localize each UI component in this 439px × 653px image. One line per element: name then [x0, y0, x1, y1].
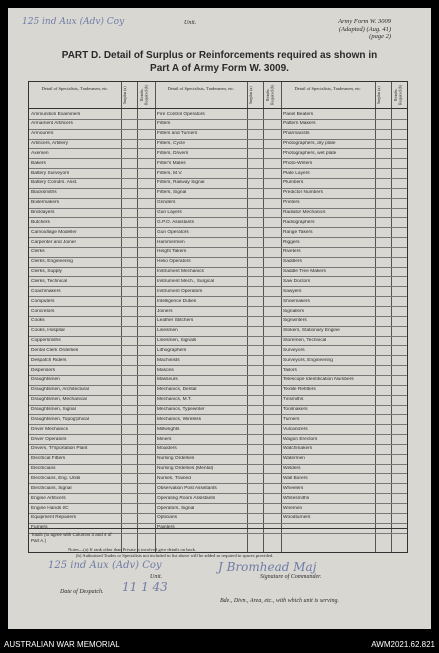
table-cell: Moulders [157, 446, 177, 452]
table-cell: Operating Room Assistants [157, 495, 216, 501]
table-cell: Saddlers [283, 259, 302, 265]
table-cell: Furriers [31, 525, 48, 531]
table-cell: Tailors [283, 367, 297, 373]
table-cell: Millwrights [157, 426, 180, 432]
table-cell: Surveyors, Engineering [283, 357, 333, 363]
table-cell: Photographers, wet plate [283, 150, 337, 156]
column-header-surplus: Surplus (a) [248, 86, 253, 104]
table-cell: Woodturners [283, 515, 311, 521]
table-cell: Signwriters [283, 318, 307, 324]
table-cell: Linesmen, Signals [157, 338, 197, 344]
table-cell: Riggers [283, 239, 300, 245]
table-cell: Watermen [283, 456, 305, 462]
table-cell: Instrument Mech., Surgical [157, 278, 215, 284]
table-cell: Storemen, Technical [283, 338, 327, 344]
specialists-table [28, 81, 408, 553]
table-cell: Instrument Operators [157, 288, 203, 294]
table-cell: Fire Control Operators [157, 111, 205, 117]
table-cell: Bricklayers [31, 210, 55, 215]
handwritten-signature: J Bromhead Maj [218, 560, 317, 574]
table-cell: Fitters, Cycle [157, 141, 185, 147]
table-cell: Height Takers [157, 249, 187, 255]
table-cell: Joiners [157, 308, 173, 314]
table-cell: Driver Mechanics [31, 426, 69, 432]
table-cell: Mechanics, M.T. [157, 397, 192, 403]
table-cell: Lithographers [157, 347, 187, 353]
table-cell: Ammunition Examiners [31, 111, 81, 117]
table-cell: Fitters, Signal [157, 190, 187, 196]
table-cell: Miners [157, 436, 172, 442]
table-cell: Coppersmiths [31, 338, 61, 344]
table-cell: Masseurs [157, 377, 178, 383]
table-cell: Bakers [31, 160, 46, 166]
table-cell: Fitters and Turners [157, 131, 198, 137]
table-cell: Artificers, Artillery [31, 141, 69, 147]
table-cell: Wagon Erectors [283, 436, 318, 442]
table-cell: Saddle Tree Makers [283, 269, 326, 275]
table-cell: Nursing Orderlies [157, 456, 195, 462]
table-cell: Coachmakers [31, 288, 61, 294]
totals-label: Totals (to agree with Columns 3 and 4 of Part A.) [31, 532, 112, 543]
table-cell: Despatch Riders [31, 357, 67, 363]
table-cell: Range Takers [283, 229, 313, 235]
table-cell: Watchmakers [283, 446, 313, 452]
form-sheet [8, 8, 431, 629]
table-cell: Operators, Signal [157, 505, 195, 511]
table-cell: Linesmen [157, 328, 178, 334]
footer-institution: AUSTRALIAN WAR MEMORIAL [4, 640, 120, 649]
archive-footer [0, 636, 439, 653]
table-cell: Intelligence Duties [157, 298, 197, 304]
table-cell: Signallers [283, 308, 305, 314]
table-cell: Butchers [31, 219, 50, 225]
table-cell: Electricians [31, 466, 56, 472]
handwritten-unit-bottom: 125 ind Aux (Adv) Coy [48, 560, 162, 571]
table-cell: Draughtsmen [31, 377, 60, 383]
form-ref-line: Army Form W. 3009 [338, 18, 391, 25]
table-cell: Blacksmiths [31, 190, 57, 196]
table-cell: Electricians, Eng. Units [31, 475, 81, 481]
bde-label: Bde., Divn., Area, etc., with which unit is serving. [220, 598, 339, 604]
table-cell: Cooks, Hospital [31, 328, 65, 334]
page-subtitle: Part A of Army Form W. 3009. [150, 63, 289, 74]
table-cell: Clerks, Supply [31, 269, 62, 275]
table-cell: Engine Artificers [31, 495, 66, 501]
table-cell: Plumbers [283, 180, 304, 186]
table-cell: Grinders [157, 200, 176, 206]
table-cell: Vulcanizers [283, 426, 308, 432]
page-title: PART D. Detail of Surplus or Reinforcements required as shown in [61, 50, 378, 61]
table-cell: Dental Clerk Orderlies [31, 347, 79, 353]
column-header-detail: Detail of Specialists, Tradesmen, etc. [167, 86, 235, 91]
table-cell: Textile Refitters [283, 387, 316, 393]
handwritten-unit-top: 125 ind Aux (Adv) Coy [22, 17, 125, 27]
table-cell: Photographers, dry plate [283, 141, 336, 147]
table-cell: Hammermen [157, 239, 185, 245]
table-cell: Electricians, Signal [31, 485, 72, 491]
table-cell: Axemen [31, 150, 49, 156]
table-cell: Draughtsmen, Topog'phical [31, 416, 89, 422]
table-cell: Mechanics, Dental [157, 387, 197, 393]
column-header-detail: Detail of Specialists, Tradesmen, etc. [41, 86, 109, 91]
unit-label-bottom: Unit. [150, 574, 163, 580]
table-cell: Observation Post Assistants [157, 485, 217, 491]
table-cell: Leather Stitchers [157, 318, 194, 324]
table-cell: Tinsmiths [283, 397, 304, 403]
table-cell: Clerks [31, 249, 45, 255]
table-cell: Toolmakers [283, 407, 308, 412]
table-cell: Fitters, Drivers [157, 150, 189, 156]
table-cell: Wiremen [283, 505, 303, 511]
table-cell: Riveters [283, 249, 301, 255]
table-cell: Fitters [157, 121, 171, 127]
table-cell: Drivers, Tr'sportation Plant [31, 446, 88, 452]
table-cell: Gun Operators [157, 229, 189, 235]
unit-label-top: Unit. [184, 20, 197, 26]
table-cell: Draughtsmen, Architectural [31, 387, 89, 393]
table-cell: Radiographers [283, 219, 315, 225]
table-cell: Printers [283, 200, 300, 206]
table-cell: Driver Operators [31, 436, 67, 442]
table-cell: Photo-Writers [283, 160, 313, 166]
table-cell: G.P.O. Assistants [157, 219, 194, 225]
form-reference [338, 18, 391, 41]
table-cell: Nurses, Trained [157, 475, 191, 481]
table-cell: Surveyors [283, 347, 305, 353]
table-cell: Machinists [157, 357, 180, 363]
column-header-reinf: Reinfts. Required (b) [265, 84, 275, 106]
table-cell: Predictor Numbers [283, 190, 323, 196]
table-cell: Helio Operators [157, 259, 191, 265]
table-cell: Instrument Mechanics [157, 269, 204, 275]
table-cell: Plate Layers [283, 170, 310, 176]
table-cell: Armament Artificers [31, 121, 73, 127]
table-cell: Wall Borers [283, 475, 308, 481]
table-cell: Mechanics, Typewriter [157, 407, 205, 412]
table-cell: Painters [157, 525, 175, 531]
note-line: Notes—(a) If rank other than Private is involved give details on back. [68, 547, 197, 552]
commander-label: Signature of Commander. [260, 574, 322, 580]
handwritten-date: 11 1 43 [122, 580, 168, 594]
table-cell: Concretors [31, 308, 55, 314]
note-line: (b) Authorised Trades or Specialists not included in list above will be added as required in spaces provided. [76, 553, 274, 558]
table-cell: Battery Comdrs. Asst. [31, 180, 78, 186]
table-cell: Turners [283, 416, 300, 422]
table-cell: Electrical Fitters [31, 456, 66, 462]
column-header-reinf: Reinfts. Required (b) [139, 84, 149, 106]
table-cell: Wheelers [283, 485, 304, 491]
table-cell: Opticians [157, 515, 177, 521]
column-header-surplus: Surplus (a) [122, 86, 127, 104]
footer-accession: AWM2021.62.821 [371, 640, 435, 649]
table-cell: Gun Layers [157, 210, 182, 215]
table-cell: Stokers, Stationary Engine [283, 328, 340, 334]
table-cell: Pattern Makers [283, 121, 316, 127]
table-cell: Battery Surveyors [31, 170, 70, 176]
table-cell: Fitters, M.V. [157, 170, 183, 176]
table-cell: Armourers [31, 131, 54, 137]
table-cell: Draughtsmen, Signal [31, 407, 76, 412]
table-cell: Draughtsmen, Mechanical [31, 397, 87, 403]
table-cell: Masons [157, 367, 174, 373]
table-cell: Nursing Orderlies (Mental) [157, 466, 214, 472]
table-cell: Fitter's Mates [157, 160, 186, 166]
table-cell: Welders [283, 466, 301, 472]
table-cell: Cooks [31, 318, 45, 324]
table-cell: Radiator Mechanics [283, 210, 326, 215]
table-cell: Equipment Repairers [31, 515, 77, 521]
table-cell: Dispensers [31, 367, 55, 373]
table-cell: Camouflage Modeller [31, 229, 77, 235]
table-cell: Engine Hands I/C [31, 505, 69, 511]
despatch-label: Date of Despatch. [60, 589, 104, 595]
table-cell: Whitesmiths [283, 495, 310, 501]
column-header-detail: Detail of Specialists, Tradesmen, etc. [294, 86, 362, 91]
column-header-surplus: Surplus (a) [376, 86, 381, 104]
column-header-reinf: Reinfts. Required (b) [393, 84, 403, 106]
table-cell: Panel Beaters [283, 111, 314, 117]
table-cell: Clerks, Engineering [31, 259, 73, 265]
form-ref-line: (Adapted) (Aug. 41) [338, 25, 391, 33]
table-cell: Shoemakers [283, 298, 310, 304]
table-cell: Computers [31, 298, 55, 304]
table-cell: Saw Doctors [283, 278, 311, 284]
table-cell: Carpenter and Joiner [31, 239, 77, 245]
notes [68, 547, 273, 559]
table-cell: Fitters, Railway Signal [157, 180, 205, 186]
table-cell: Mechanics, Wireless [157, 416, 201, 422]
table-cell: Clerks, Technical [31, 278, 68, 284]
table-cell: Telescope Identification Numbers [283, 377, 354, 383]
form-ref-line: (page 2) [369, 33, 391, 40]
table-cell: Sawyers [283, 288, 302, 294]
table-cell: Boilermakers [31, 200, 59, 206]
table-cell: Pharmacists [283, 131, 310, 137]
